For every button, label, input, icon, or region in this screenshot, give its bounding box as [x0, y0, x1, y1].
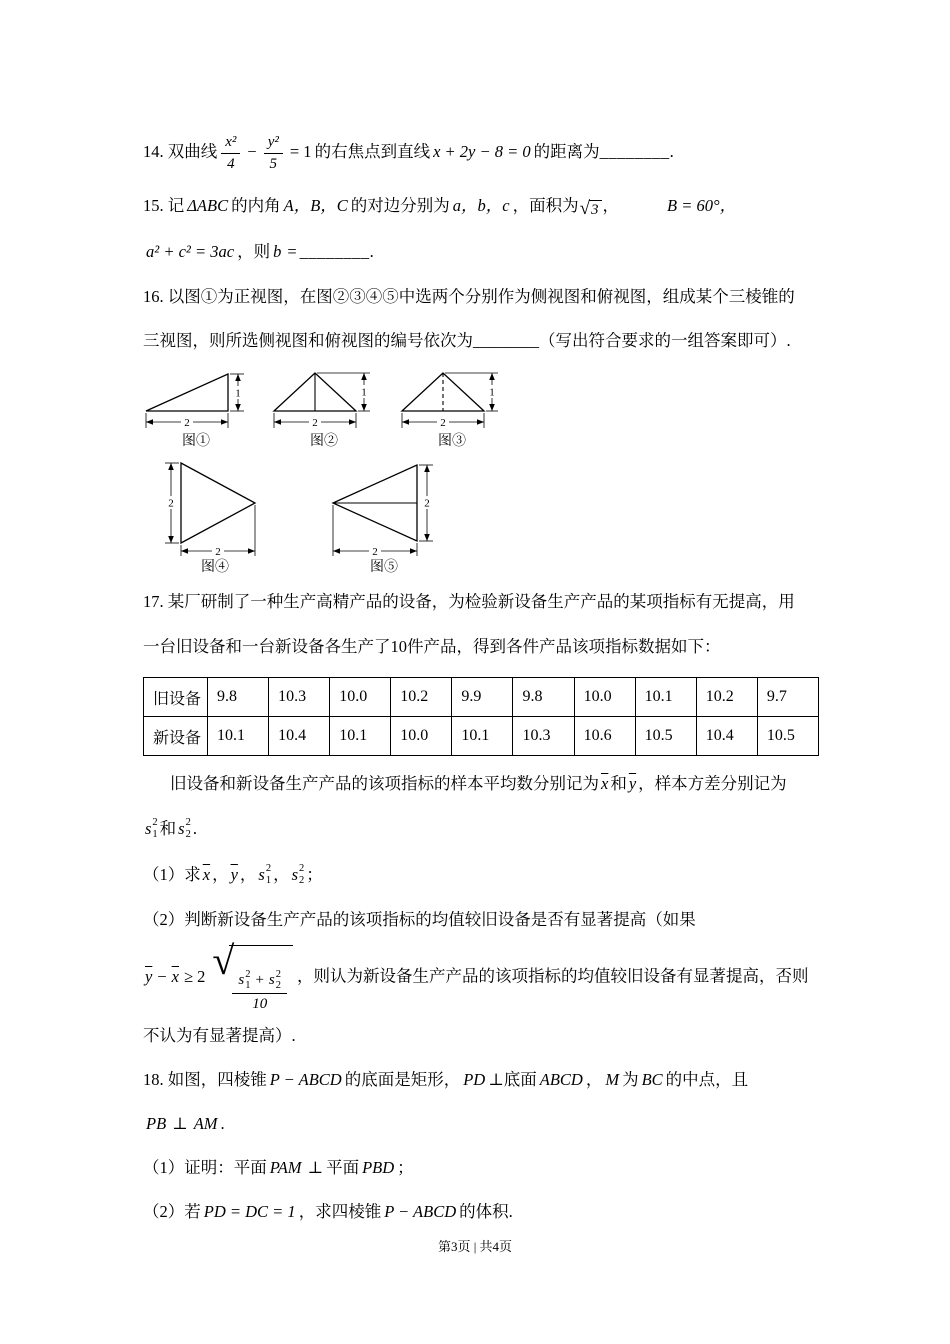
p16-text-line1: 16. 以图①为正视图，在图②③④⑤中选两个分别作为侧视图和俯视图，组成某个三棱锥的: [143, 287, 795, 306]
sub-sup-stack: [276, 969, 281, 992]
figures-row-1: [143, 367, 833, 451]
fraction-denominator: 10: [252, 995, 268, 1012]
p17-question-2: [143, 898, 833, 942]
p17-last-line: [143, 1014, 833, 1058]
figure-4-caption: 图④: [201, 560, 229, 575]
radicand: 3: [589, 200, 602, 220]
segment-bc: BC: [641, 1069, 663, 1089]
base-dimension: [274, 413, 356, 429]
perp-icon: ⊥: [172, 1113, 188, 1133]
pd-dc-equation: PD = DC = 1: [203, 1201, 296, 1221]
problem-17-line2: [143, 624, 833, 669]
p18-text-3: 的中点，且: [665, 1069, 749, 1089]
equals-sign: =: [287, 242, 297, 261]
table-cell: 10.2: [696, 678, 757, 717]
pyramid-pabcd: P − ABCD: [384, 1201, 457, 1221]
subscript: 2: [299, 875, 305, 886]
table-cell: 10.1: [452, 717, 513, 756]
problem-15-line1: [143, 183, 833, 229]
p17-para-tail: ，样本方差分别记为: [638, 774, 787, 793]
minus-sign: −: [157, 966, 167, 986]
p18-text-1: 18. 如图，四棱锥: [143, 1069, 267, 1089]
subscript: 1: [152, 829, 158, 840]
s1-squared: [238, 969, 250, 992]
s1-squared: [258, 852, 271, 898]
subscript: 2: [275, 980, 282, 992]
p17-last-text: 不认为有显著提高）.: [143, 1025, 296, 1045]
table-cell: 10.5: [635, 717, 696, 756]
s2-squared: [269, 969, 281, 992]
figure-1-diagram: [143, 367, 249, 433]
formula-tail-text: ，则认为新设备生产产品的该项指标的均值较旧设备有显著提高，否则: [297, 966, 809, 986]
figure-2-caption: 图②: [310, 434, 338, 449]
radical-icon: √: [212, 938, 235, 983]
variable-s: s: [238, 972, 245, 988]
angle-b-value: B = 60°，: [667, 196, 737, 215]
comma: ，: [239, 865, 257, 884]
q2-text-a: （2）若: [143, 1201, 201, 1221]
superscript: 2: [185, 817, 191, 829]
fraction-numerator: y²: [264, 133, 283, 154]
figure-1-caption: 图①: [182, 434, 210, 449]
answer-blank: ________: [599, 142, 670, 161]
y-bar: $\overline{y}$: [230, 865, 238, 884]
fraction: [232, 969, 287, 1014]
angles-abc: A，B，C: [283, 196, 348, 215]
table-cell: 10.1: [208, 717, 269, 756]
dimension-label: 2: [440, 417, 446, 429]
base-dimension: [146, 413, 228, 429]
sub-sup-stack: [152, 817, 157, 840]
period: .: [669, 142, 674, 161]
x-bar: $\overline{x}$: [202, 865, 211, 884]
semicolon: ；: [306, 865, 323, 884]
subscript: 2: [185, 829, 191, 840]
row-label: 旧设备: [144, 678, 208, 717]
table-cell: 10.4: [696, 717, 757, 756]
base-dimension: [402, 413, 484, 429]
table-row-new-device: [144, 717, 819, 756]
fraction-y2-5: [264, 133, 283, 174]
subscript: 1: [265, 875, 272, 886]
superscript: 2: [265, 863, 272, 875]
right-pointing-triangle-outline: [181, 463, 255, 543]
figure-2: [271, 367, 377, 451]
dimension-label: 2: [168, 497, 174, 510]
figure-3-caption: 图③: [438, 434, 466, 449]
p15-text-4: ，面积为: [512, 196, 579, 215]
answer-blank: ________: [299, 242, 370, 261]
table-cell: 9.9: [452, 678, 513, 717]
fraction-x2-4: [221, 133, 240, 174]
wei-text: 为: [622, 1069, 639, 1089]
variable-s: s: [268, 972, 275, 988]
table-cell: 10.1: [330, 717, 391, 756]
height-dimension: [317, 373, 370, 411]
and-text: 和: [610, 774, 627, 793]
table-cell: 10.1: [635, 678, 696, 717]
triangle-abc: ΔABC: [187, 196, 229, 215]
problem-16-line1: [143, 275, 833, 319]
figure-2-diagram: [271, 367, 377, 433]
fraction-denominator: 5: [269, 155, 278, 172]
plane-pam: PAM: [269, 1157, 302, 1177]
p17-question-1: [143, 852, 833, 898]
problem-18-line2: [143, 1102, 833, 1146]
q1-text-b: 平面: [326, 1157, 360, 1177]
dimension-label: 2: [312, 417, 318, 429]
subscript: 1: [245, 980, 251, 992]
comma: ，: [273, 865, 290, 884]
fraction-numerator: x²: [221, 133, 240, 154]
table-cell: 10.2: [391, 678, 452, 717]
q1-text: （1）求: [143, 865, 201, 884]
sqrt-expression: [212, 938, 293, 1014]
p17-paragraph-line1: [143, 762, 833, 806]
table-cell: 10.4: [269, 717, 330, 756]
p17-text-line1: 17. 某厂研制了一种生产高精产品的设备，为检验新设备生产产品的某项指标有无提高，用: [143, 592, 795, 611]
dimension-label: 2: [372, 546, 378, 558]
p15-then: ，则: [237, 242, 271, 261]
figure-3-diagram: [399, 367, 505, 433]
s1-squared: [145, 806, 158, 852]
p17-criterion-formula: [143, 938, 833, 1014]
p14-text-mid: 的右焦点到直线: [314, 142, 431, 161]
p14-text-start: 14. 双曲线: [143, 142, 218, 161]
variable-s: s: [145, 819, 152, 838]
p18-question-2: [143, 1190, 833, 1234]
period: .: [369, 242, 374, 261]
base-dimension: [181, 505, 255, 558]
p15-text-2: 的内角: [231, 196, 281, 215]
dimension-label: 2: [184, 417, 190, 429]
geq-two: ≥ 2: [183, 966, 206, 986]
dimension-label: 2: [424, 497, 430, 510]
table-row-old-device: [144, 678, 819, 717]
q2-text: （2）判断新设备生产产品的该项指标的均值较旧设备是否有显著提高（如果: [143, 910, 696, 929]
segment-pd: PD: [463, 1069, 486, 1089]
height-dimension: [445, 373, 498, 411]
superscript: 2: [275, 968, 282, 980]
point-m: M: [605, 1069, 620, 1089]
sub-sup-stack: [245, 969, 250, 992]
table-cell: 9.8: [513, 678, 574, 717]
exam-page-content: [143, 121, 833, 1234]
table-cell: 10.0: [574, 678, 635, 717]
equals-one: = 1: [289, 142, 312, 161]
segment-am: AM: [193, 1113, 218, 1133]
variable-s: s: [178, 819, 185, 838]
sub-sup-stack: [299, 863, 304, 886]
table-cell: 10.0: [391, 717, 452, 756]
plus-sign: +: [255, 972, 264, 988]
table-cell: 10.6: [574, 717, 635, 756]
base-abcd: ABCD: [539, 1069, 583, 1089]
figure-4: [163, 459, 267, 577]
indicator-data-table: [143, 677, 819, 756]
p15-text-3: 的对边分别为: [350, 196, 450, 215]
sub-sup-stack: [186, 817, 191, 840]
dimension-label: 1: [235, 387, 241, 400]
q1-text-a: （1）证明：平面: [143, 1157, 267, 1177]
table-cell: 9.8: [208, 678, 269, 717]
row-label: 新设备: [144, 717, 208, 756]
line-equation: x + 2y − 8 = 0: [433, 142, 531, 161]
figure-5-diagram: [329, 459, 439, 559]
radicand: [229, 945, 293, 1014]
height-dimension: [419, 465, 433, 541]
comma: ，: [602, 196, 620, 215]
x-bar: $\overline{x}$: [171, 966, 179, 986]
x-bar: $\overline{x}$: [601, 774, 609, 793]
figure-4-diagram: [163, 459, 267, 559]
table-cell: 10.3: [513, 717, 574, 756]
equation-a2c2: a² + c² = 3ac: [146, 242, 235, 261]
variable-b: b: [273, 242, 282, 261]
y-bar: $\overline{y}$: [628, 774, 637, 793]
base-dimension: [333, 505, 417, 558]
segment-pb: PB: [146, 1113, 167, 1133]
p15-text-1: 15. 记: [143, 196, 185, 215]
fraction-denominator: 4: [227, 155, 235, 172]
y-bar: $\overline{y}$: [145, 966, 153, 986]
p17-para-text: 旧设备和新设备生产产品的该项指标的样本平均数分别记为: [170, 774, 599, 793]
comma: ，: [212, 865, 229, 884]
p16-text-line2: 三视图，则所选侧视图和俯视图的编号依次为________（写出符合要求的一组答案即可）.: [143, 331, 791, 350]
variable-s: s: [258, 865, 265, 884]
superscript: 2: [152, 817, 158, 829]
superscript: 2: [299, 863, 305, 875]
plane-pbd: PBD: [362, 1157, 395, 1177]
variable-s: s: [291, 865, 298, 884]
sqrt-3: [580, 199, 602, 220]
p18-text-2: 的底面是矩形，: [344, 1069, 461, 1089]
semicolon: ；: [397, 1157, 414, 1177]
figure-1: [143, 367, 249, 451]
superscript: 2: [245, 968, 251, 980]
dimension-label: 1: [361, 386, 367, 399]
table-cell: 10.5: [757, 717, 818, 756]
p14-text-tail: 的距离为: [533, 142, 600, 161]
dimension-label: 1: [489, 386, 495, 399]
pyramid-pabcd: P − ABCD: [269, 1069, 342, 1089]
table-cell: 9.7: [757, 678, 818, 717]
problem-15-line2: [143, 229, 833, 275]
fraction-numerator: [232, 969, 287, 994]
page-footer: 第3页 | 共4页: [437, 1239, 513, 1254]
p17-text-line2: 一台旧设备和一台新设备各生产了10件产品，得到各件产品该项指标数据如下：: [143, 637, 721, 656]
isosceles-triangle-outline: [402, 373, 484, 411]
radical-icon: √: [579, 198, 591, 219]
problem-18-line1: [143, 1058, 833, 1102]
height-dimension: [230, 374, 244, 411]
sub-sup-stack: [266, 863, 271, 886]
height-dimension: [165, 463, 179, 543]
sides-abc: a，b，c: [452, 196, 510, 215]
s2-squared: [292, 852, 305, 898]
figures-row-2: [143, 459, 833, 577]
q2-text-c: 的体积.: [459, 1201, 513, 1221]
s2-squared: [178, 806, 191, 852]
period: .: [192, 819, 197, 838]
figure-5: [329, 459, 439, 577]
perp-icon: ⊥: [307, 1157, 324, 1177]
table-cell: 10.0: [330, 678, 391, 717]
perp-base-text: ⊥底面: [488, 1069, 537, 1089]
period: .: [220, 1113, 225, 1133]
right-triangle-outline: [146, 374, 228, 411]
comma: ，: [585, 1069, 603, 1089]
problem-17-line1: [143, 579, 833, 624]
problem-16-line2: [143, 319, 833, 363]
p18-question-1: [143, 1146, 833, 1190]
dimension-label: 2: [215, 546, 221, 558]
q2-text-b: ，求四棱锥: [298, 1201, 382, 1221]
figure-5-caption: 图⑤: [370, 560, 398, 575]
table-cell: 10.3: [269, 678, 330, 717]
and-text: 和: [159, 819, 177, 838]
problem-14: [143, 121, 833, 183]
figure-3: [399, 367, 505, 451]
p17-paragraph-line2: [143, 806, 833, 852]
minus-sign: −: [247, 142, 257, 161]
